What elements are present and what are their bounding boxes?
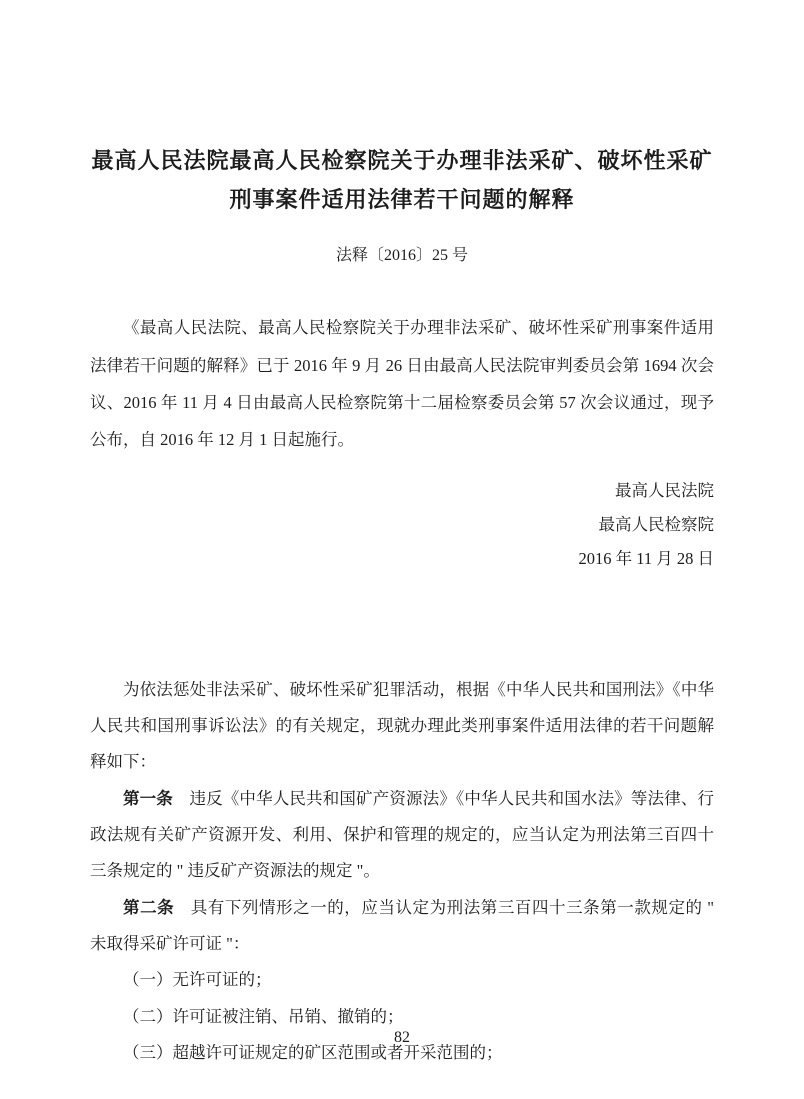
article-1-text: 违反《中华人民共和国矿产资源法》《中华人民共和国水法》等法律、行政法规有关矿产资源开发、利用、保护和管理的规定的，应当认定为刑法第三百四十三条规定的 " 违反矿产资源法的规定 "。: [90, 788, 715, 881]
signatory-procuratorate: 最高人民检察院: [598, 515, 714, 535]
document-number: 法释〔2016〕25 号: [335, 247, 468, 264]
article-1: [90, 781, 714, 890]
signatory-court: 最高人民法院: [615, 481, 714, 501]
list-item-2: （二）许可证被注销、吊销、撤销的；: [123, 1006, 404, 1026]
article-1-label: 第一条: [123, 788, 173, 808]
article-2-label: 第二条: [123, 897, 175, 917]
article-2-text: 具有下列情形之一的，应当认定为刑法第三百四十三条第一款规定的 " 未取得采矿许可证 "：: [90, 897, 714, 953]
list-item-3: （三）超越许可证规定的矿区范围或者开采范围的；: [123, 1042, 503, 1062]
preamble-paragraph: 为依法惩处非法采矿、破坏性采矿犯罪活动，根据《中华人民共和国刑法》《中华人民共和国刑事诉讼法》的有关规定，现就办理此类刑事案件适用法律的若干问题解释如下：: [90, 679, 714, 772]
article-2: [90, 890, 714, 963]
document-body: [90, 672, 714, 1071]
signature-date: 2016 年 11 月 28 日: [578, 549, 714, 569]
promulgation-paragraph: 《最高人民法院、最高人民检察院关于办理非法采矿、破坏性采矿刑事案件适用法律若干问题的解释》已于 2016 年 9 月 26 日由最高人民法院审判委员会第 1694 次会议、2016 年 11 月 4 日由最高人民检察院第十二届检察委员会第 57 次会议通过，现予公布，自 2016 年 12 月 1 日起施行。: [90, 318, 714, 449]
document-title: 最高人民法院最高人民检察院关于办理非法采矿、破坏性采矿刑事案件适用法律若干问题的解释: [91, 148, 713, 212]
page-number: 82: [394, 1029, 410, 1046]
list-item-1: （一）无许可证的；: [123, 970, 272, 990]
signature-block: [90, 474, 714, 575]
